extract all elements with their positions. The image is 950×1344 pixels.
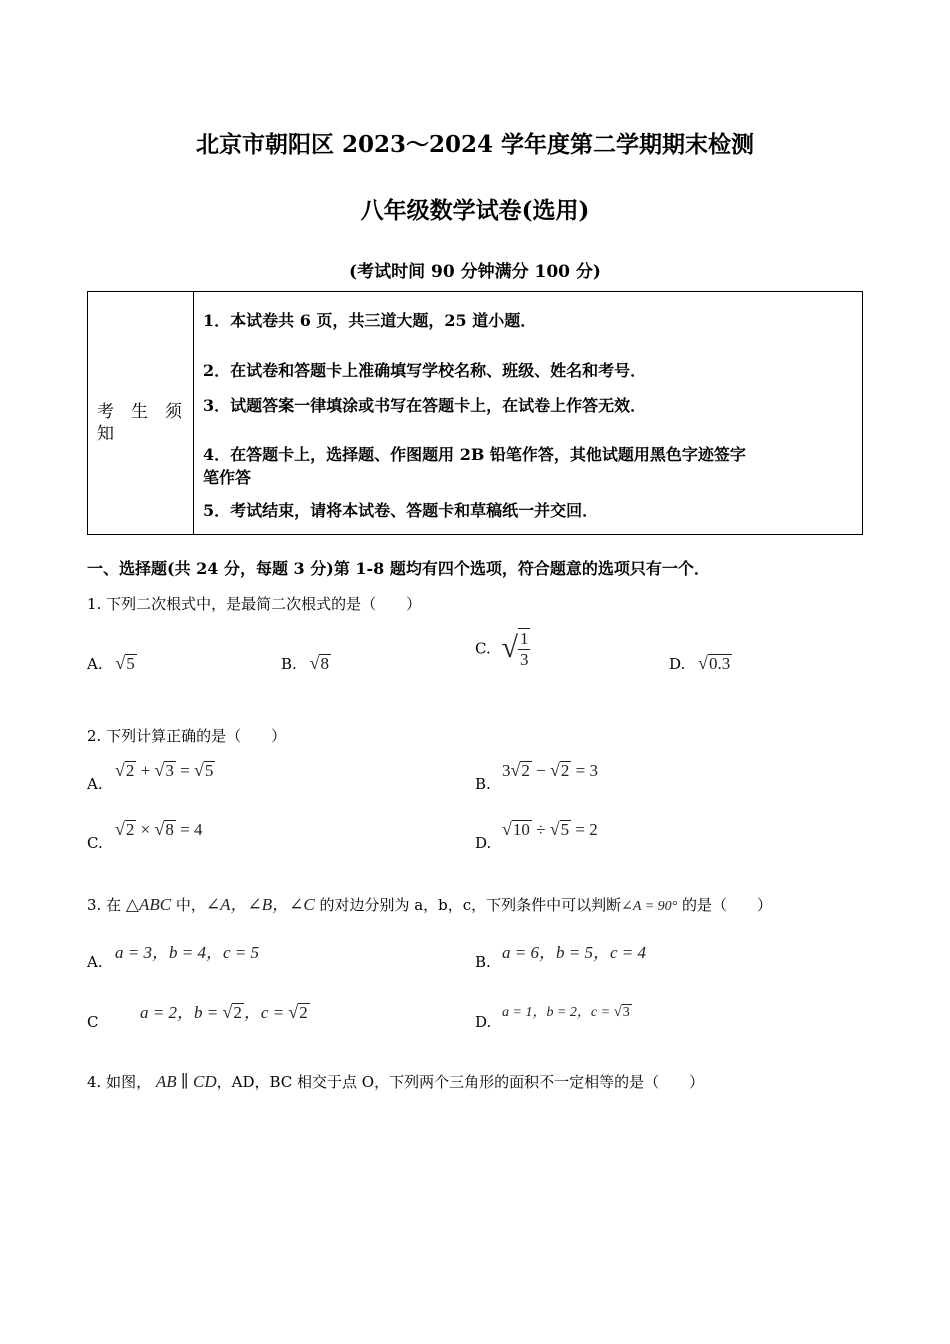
notice-label-line2: 知 <box>97 424 114 444</box>
q3-option-b-letter: B. <box>475 953 491 971</box>
q3-option-b-expr: a = 6，b = 5，c = 4 <box>502 943 646 962</box>
fraction-numerator: 1 <box>519 629 529 648</box>
q2-option-b-expr: 3√2 − √2 = 3 <box>502 760 598 780</box>
notice-item-1: 1．本试卷共 6 页，共三道大题，25 道小题． <box>203 311 537 330</box>
q2-option-d-expr: √10 ÷ √5 = 2 <box>502 819 598 839</box>
notice-item-4: 4．在答题卡上，选择题、作图题用 2B 铅笔作答，其他试题用黑色字迹签字 <box>203 445 746 464</box>
triangle-abc: △ABC <box>125 895 172 914</box>
option-letter: D. <box>669 655 686 673</box>
notice-item-3: 3．试题答案一律填涂或书写在答题卡上，在试卷上作答无效． <box>203 396 647 415</box>
q3-option-d-letter: D. <box>475 1013 492 1031</box>
q2-option-d-letter: D. <box>475 834 492 852</box>
q3-option-a-letter: A. <box>87 953 103 971</box>
radicand: 5 <box>126 654 135 673</box>
fraction-denominator: 3 <box>519 649 529 669</box>
page-subtitle: 八年级数学试卷(选用) <box>360 197 590 224</box>
angle-condition: ∠A = 90° <box>621 899 678 914</box>
page-title: 北京市朝阳区 2023～2024 学年度第二学期期末检测 <box>195 131 755 158</box>
q1-stem: 1. 下列二次根式中，是最简二次根式的是（ ） <box>87 595 422 613</box>
notice-item-5: 5．考试结束，请将本试卷、答题卡和草稿纸一并交回． <box>203 501 599 520</box>
q2-option-a-letter: A. <box>87 775 103 793</box>
q2-option-c-letter: C. <box>87 834 103 852</box>
radicand: 0.3 <box>708 654 731 673</box>
q1-option-b: B. √8 <box>281 653 329 673</box>
q2-stem: 2. 下列计算正确的是（ ） <box>87 727 287 745</box>
section-heading: 一、选择题(共 24 分，每题 3 分)第 1-8 题均有四个选项，符合题意的选项只有一个． <box>87 559 710 578</box>
notice-label-cell <box>88 292 194 534</box>
notice-label-line1: 考 生 须 <box>97 402 182 422</box>
notice-item-4-cont: 笔作答 <box>203 468 252 487</box>
notice-item-2: 2．在试卷和答题卡上准确填写学校名称、班级、姓名和考号． <box>203 361 647 380</box>
q2-option-c-expr: √2 × √8 = 4 <box>115 819 203 839</box>
option-letter: A. <box>87 655 103 673</box>
parallel-expr: AB ∥ CD <box>155 1072 217 1091</box>
q3-option-c-expr: a = 2，b = √2 ，c = √2 <box>140 1002 308 1022</box>
q3-option-a-expr: a = 3，b = 4，c = 5 <box>115 943 259 962</box>
notice-table <box>87 291 863 535</box>
q2-option-b-letter: B. <box>475 775 491 793</box>
q1-option-c: C. √ $\frac{1}{3}$ <box>475 629 529 669</box>
q3-option-d-expr: a = 1，b = 2，c = √3 <box>502 1004 630 1020</box>
exam-info: (考试时间 90 分钟满分 100 分) <box>349 262 601 282</box>
option-letter: C. <box>475 639 491 658</box>
q3-stem: 3. 在 △ABC 中，∠A，∠B，∠C 的对边分别为 a，b，c，下列条件中可以判断∠A = 90° 的是（ ） <box>87 895 773 914</box>
q4-stem: 4. 如图， AB ∥ CD，AD，BC 相交于点 O，下列两个三角形的面积不一定相等的是（ ） <box>87 1072 705 1091</box>
q2-option-a-expr: √2 + √3 = √5 <box>115 760 214 780</box>
angles: ∠A，∠B，∠C <box>205 895 315 914</box>
q3-option-c-letter: C <box>87 1013 99 1031</box>
q1-option-d: D. √0.3 <box>669 653 731 673</box>
q1-option-a: A. √5 <box>87 653 135 673</box>
radicand: 8 <box>320 654 329 673</box>
option-letter: B. <box>281 655 297 673</box>
